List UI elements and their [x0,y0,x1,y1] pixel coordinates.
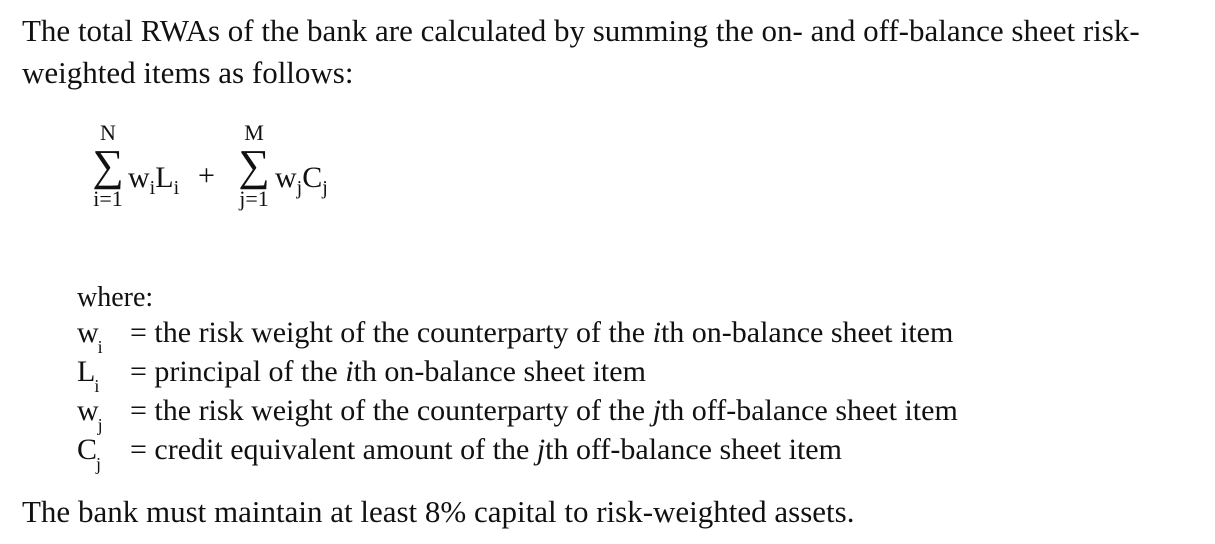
summation-i-upper-limit: N [100,120,116,145]
definition-text: = principal of the ith on-balance sheet item [130,355,646,388]
summation-j-upper-limit: M [244,120,264,145]
summation-i-lower-limit: i=1 [93,186,123,211]
rwa-formula [78,120,408,230]
definitions-list [77,315,1077,474]
summation-j-lower-limit: j=1 [239,186,269,211]
where-label: where: [77,282,154,313]
formula-term-wj-cj: $w_jC_j$ [275,161,328,199]
summation-j-sigma: ∑ [238,141,270,190]
summation-i-sigma: ∑ [92,141,124,190]
definition-text: = the risk weight of the counterparty of the ith on-balance sheet item [130,316,954,349]
definition-cj [77,432,1077,474]
definition-symbol: $w_i$ [77,316,103,357]
formula-term-wi-li: $w_iL_i$ [128,161,180,199]
intro-line-1: The total RWAs of the bank are calculated by summing the on- and off-balance sheet risk- [22,13,1140,48]
definition-wj [77,393,1077,435]
closing-sentence: The bank must maintain at least 8% capital to risk-weighted assets. [22,494,855,529]
definition-symbol: $L_i$ [77,355,100,396]
definition-li [77,354,1077,396]
formula-plus-sign: + [198,159,215,192]
definition-symbol: $w_j$ [77,394,103,435]
definition-wi [77,315,1077,357]
definition-text: = credit equivalent amount of the jth off-balance sheet item [130,433,842,466]
intro-paragraph [22,10,1202,94]
definition-text: = the risk weight of the counterparty of the jth off-balance sheet item [130,394,958,427]
intro-line-2: weighted items as follows: [22,55,354,90]
definition-symbol: $C_j$ [77,433,102,474]
